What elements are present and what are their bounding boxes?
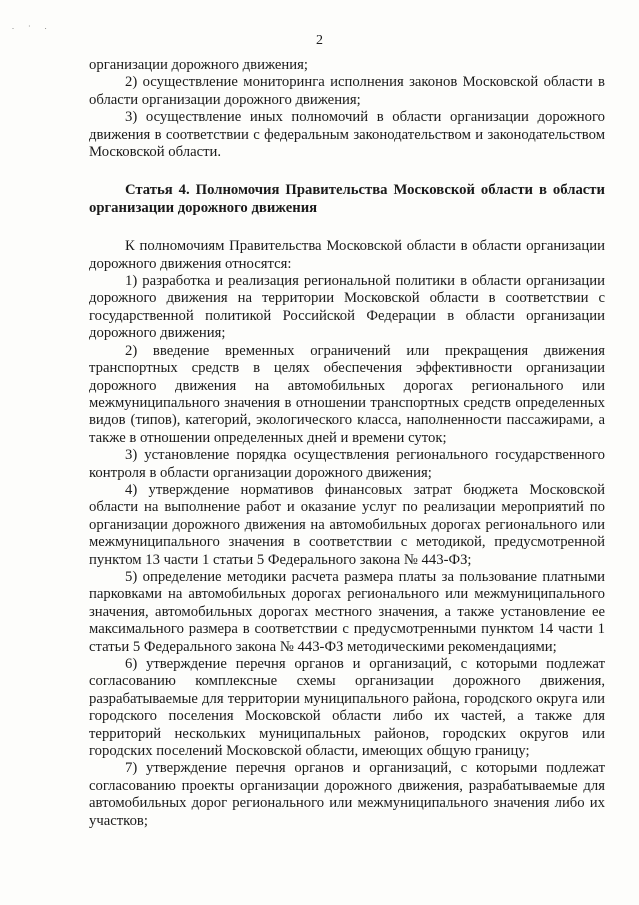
paragraph-continuation: организации дорожного движения;: [89, 57, 308, 73]
list-item-5: 5) определение методики расчета размера платы за пользование платными парковками на автомобильных дорогах регионального или межмуниципального значения, автомобильных дорогах местного значения, а также установление ее максимального размера в соответствии с предусмотренными пунктом 14 части 1 статьи 5 Федерального закона № 443-ФЗ методическими рекомендациями;: [89, 568, 605, 655]
scan-artifact-marks: . · .: [12, 22, 53, 31]
paragraph-item-2: 2) осуществление мониторинга исполнения законов Московской области в области организации дорожного движения;: [89, 74, 605, 108]
list-item-4: 4) утверждение нормативов финансовых затрат бюджета Московской области на выполнение работ и оказание услуг по реализации мероприятий по организации дорожного движения на автомобильных дорогах регионального или межмуниципального значения в соответствии с методикой, предусмотренной пунктом 13 части 1 статьи 5 Федерального закона № 443-ФЗ;: [89, 481, 605, 568]
list-item-2: 2) введение временных ограничений или прекращения движения транспортных средств в целях обеспечения эффективности организации дорожного движения на автомобильных дорогах регионального или межмуниципального значения в отношении транспортных средств определенных видов (типов), категорий, экологического класса, наполненности пассажирами, а также в отношении определенных дней и времени суток;: [89, 342, 605, 446]
list-item-3: 3) установление порядка осуществления регионального государственного контроля в области организации дорожного движения;: [89, 447, 605, 481]
page-number: 2: [316, 33, 323, 48]
article-intro: К полномочиям Правительства Московской области в области организации дорожного движения относятся:: [89, 238, 605, 272]
article-heading: Статья 4. Полномочия Правительства Московской области в области организации дорожного движения: [89, 182, 605, 216]
document-body: [89, 57, 605, 830]
list-item-1: 1) разработка и реализация региональной политики в области организации дорожного движения на территории Московской области в соответствии с государственной политикой Российской Федерации в области организации дорожного движения;: [89, 273, 605, 342]
list-item-6: 6) утверждение перечня органов и организаций, с которыми подлежат согласованию комплексные схемы организации дорожного движения, разрабатываемые для территории муниципального района, городского округа или городского поселения Московской области либо их частей, а также для территорий нескольких муниципальных районов, городских округов или городских поселений Московской области, имеющих общую границу;: [89, 656, 605, 760]
list-item-7: 7) утверждение перечня органов и организаций, с которыми подлежат согласованию проекты организации дорожного движения, разрабатываемые для автомобильных дорог регионального или межмуниципального значения либо их участков;: [89, 760, 605, 829]
paragraph-item-3: 3) осуществление иных полномочий в области организации дорожного движения в соответствии с федеральным законодательством и законодательством Московской области.: [89, 109, 605, 161]
